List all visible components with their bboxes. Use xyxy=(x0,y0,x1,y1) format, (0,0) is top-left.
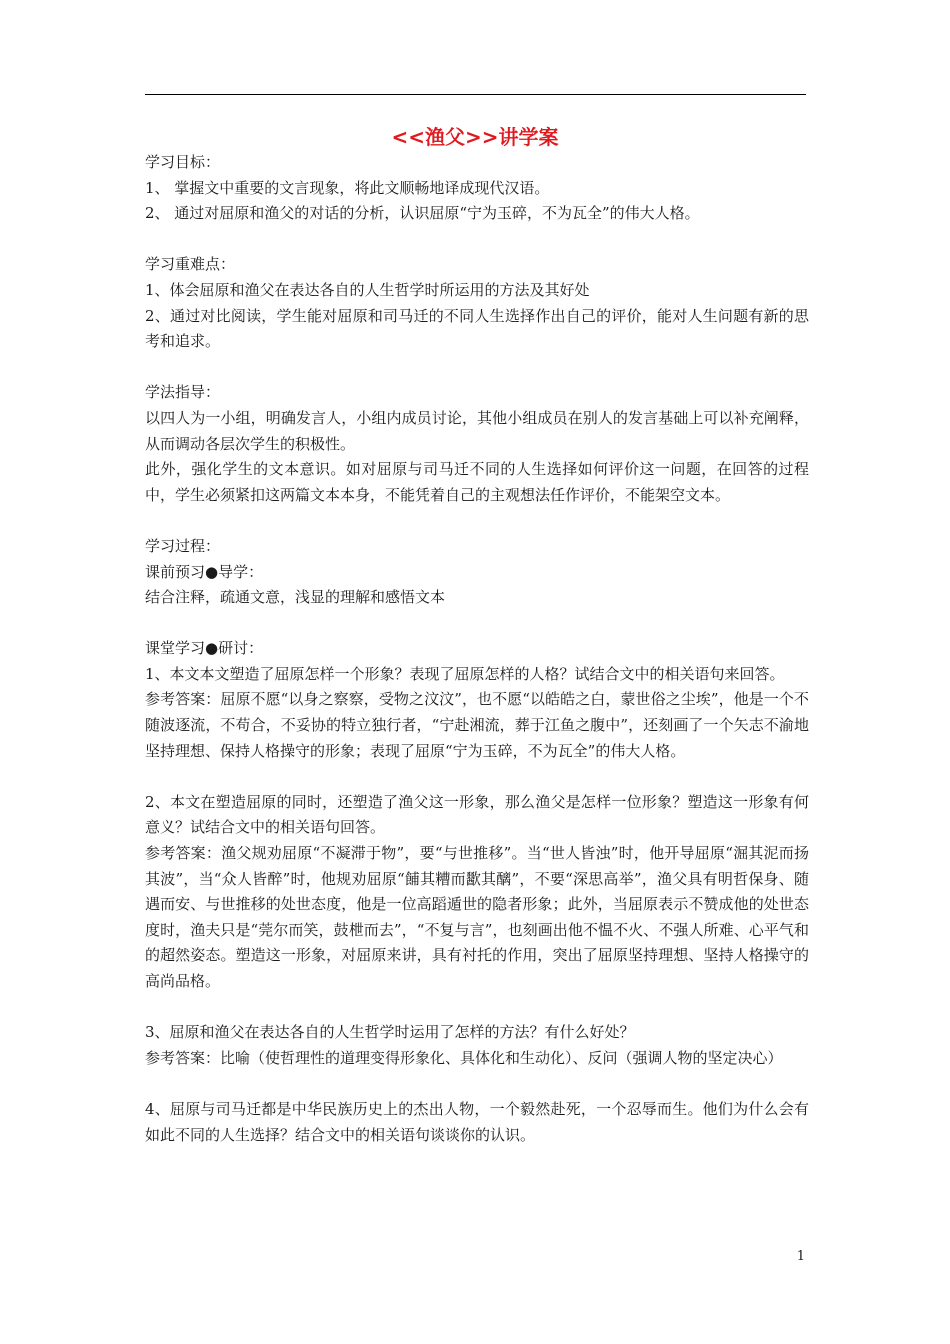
preview-heading: 课前预习●导学： xyxy=(145,562,264,581)
objective-item: 1、 掌握文中重要的文言现象，将此文顺畅地译成现代汉语。 xyxy=(145,178,550,197)
document-body xyxy=(145,150,809,1148)
key-points-heading: 学习重难点： xyxy=(145,255,236,274)
method-heading: 学法指导： xyxy=(145,383,221,402)
objectives-heading: 学习目标： xyxy=(145,153,221,171)
answer-3: 参考答案：比喻（使哲理性的道理变得形象化、具体化和生动化）、反问（强调人物的坚定决心） xyxy=(145,1048,783,1067)
question-1: 1、本文本文塑造了屈原怎样一个形象？表现了屈原怎样的人格？试结合文中的相关语句来回答。 xyxy=(145,664,785,683)
class-heading: 课堂学习●研讨： xyxy=(145,639,264,658)
method-paragraph: 以四人为一小组，明确发言人，小组内成员讨论，其他小组成员在别人的发言基础上可以补充阐释，从而调动各层次学生的积极性。 xyxy=(145,408,809,453)
page-number: 1 xyxy=(796,1249,805,1264)
question-2: 2、本文在塑造屈原的同时，还塑造了渔父这一形象，那么渔父是怎样一位形象？塑造这一形象有何意义？试结合文中的相关语句回答。 xyxy=(145,792,809,837)
answer-1: 参考答案：屈原不愿“以身之察察，受物之汶汶”，也不愿“以皓皓之白，蒙世俗之尘埃”，他是一个不随波逐流，不苟合，不妥协的特立独行者，“宁赴湘流，葬于江鱼之腹中”，还刻画了一个矢志不渝地坚持理想、保持人格操守的形象；表现了屈原“宁为玉碎，不为瓦全”的伟大人格。 xyxy=(145,690,809,760)
header-rule xyxy=(145,94,806,95)
document-title: <<渔父>>讲学案 xyxy=(391,125,559,149)
key-point-item: 1、体会屈原和渔父在表达各自的人生哲学时所运用的方法及其好处 xyxy=(145,280,590,299)
process-heading: 学习过程： xyxy=(145,536,221,555)
answer-2: 参考答案：渔父规劝屈原“不凝滞于物”，要“与世推移”。当“世人皆浊”时，他开导屈原“淈其泥而扬其波”，当“众人皆醉”时，他规劝屈原“餔其糟而歠其醨”，不要“深思高举”，渔父具有明哲保身、随遇而安、与世推移的处世态度，他是一位高蹈遁世的隐者形象；此外，当屈原表示不赞成他的处世态度时，渔夫只是“莞尔而笑，鼓枻而去”，“不复与言”，也刻画出他不愠不火、不强人所难、心平气和的超然姿态。塑造这一形象，对屈原来讲，具有衬托的作用，突出了屈原坚持理想、坚持人格操守的高尚品格。 xyxy=(145,844,809,990)
question-3: 3、屈原和渔父在表达各自的人生哲学时运用了怎样的方法？有什么好处？ xyxy=(145,1023,635,1042)
method-paragraph: 此外，强化学生的文本意识。如对屈原与司马迁不同的人生选择如何评价这一问题，在回答的过程中，学生必须紧扣这两篇文本本身，不能凭着自己的主观想法任作评价，不能架空文本。 xyxy=(145,460,809,504)
question-4: 4、屈原与司马迁都是中华民族历史上的杰出人物，一个毅然赴死，一个忍辱而生。他们为什么会有如此不同的人生选择？结合文中的相关语句谈谈你的认识。 xyxy=(145,1099,809,1144)
key-point-item: 2、通过对比阅读，学生能对屈原和司马迁的不同人生选择作出自己的评价，能对人生问题有新的思考和追求。 xyxy=(145,306,809,351)
objective-item: 2、 通过对屈原和渔父的对话的分析，认识屈原“宁为玉碎，不为瓦全”的伟大人格。 xyxy=(145,204,700,223)
preview-text: 结合注释，疏通文意，浅显的理解和感悟文本 xyxy=(145,588,446,607)
